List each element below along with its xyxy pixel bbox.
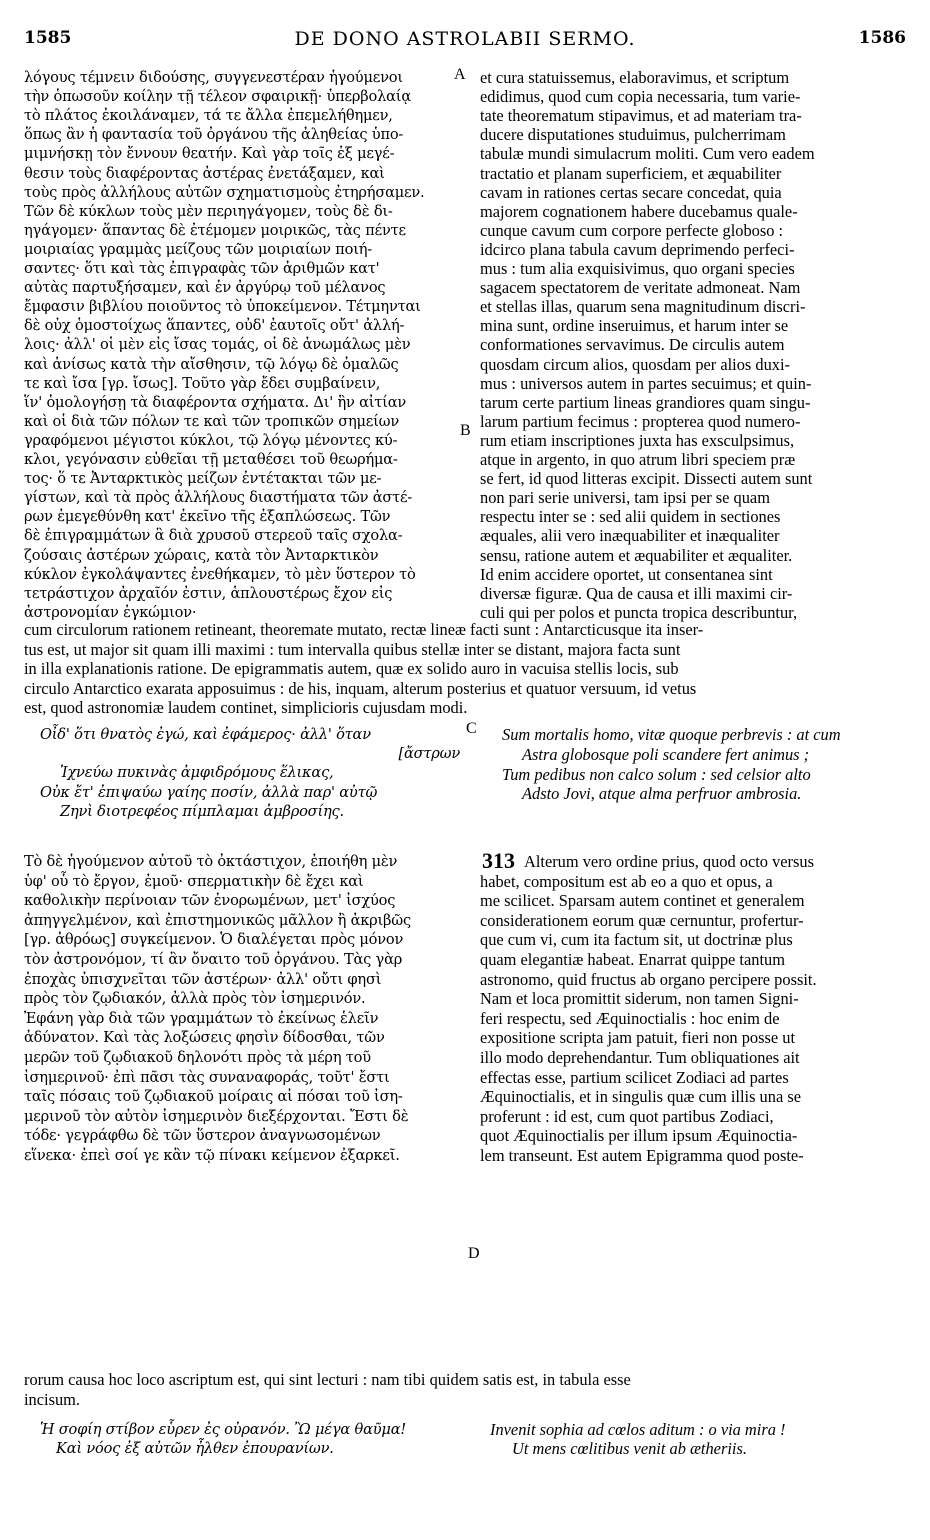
margin-letter-a: A	[454, 66, 466, 83]
poem2-greek-line: Καὶ νόος ἐξ αὐτῶν ἦλθεν ἐπουρανίων.	[56, 1440, 334, 1457]
greek-poem-1	[40, 725, 460, 821]
greek2-line: μερῶν τοῦ ζῳδιακοῦ δηλονότι πρὸς τὰ μέρη τοῦ	[24, 1049, 371, 1066]
poem1-greek-line: Ζηνὶ διοτρεφέος πίμπλαμαι ἀμβροσίης.	[60, 802, 344, 820]
margin-letter-b: B	[460, 422, 471, 439]
running-header	[0, 28, 930, 52]
latin1-line: tractatio et planam superficiem, et æquabiliter	[480, 163, 782, 183]
greek2-line: ἀπηγγελμένον, καὶ ἐπιστημονικῶς μᾶλλον ἢ ἀκριβῶς	[24, 911, 411, 929]
latin1-line: majorem cognationem habere ducebamus quale-	[480, 201, 798, 221]
greek1-line: μιμνήσκῃ τὸν ἔννουν θεατήν. Καὶ γὰρ τοῖς ἐξ μεγέ-	[24, 145, 395, 163]
latin1-line: mus : universos autem in partes secuimus; et quin-	[480, 373, 812, 393]
latin2-line: effectas esse, partium scilicet Zodiaci ad partes	[480, 1067, 789, 1087]
greek1-line: λοις· ἀλλ' οἱ μὲν εἰς ἴσας τομάς, οἱ δὲ ἀνωμάλως μὲν	[24, 336, 411, 354]
greek1-line: γραφόμενοι μέγιστοι κύκλοι, τῷ λόγῳ μένοντες κύ-	[24, 431, 398, 449]
latin1-line: et stellas illas, quarum sena magnitudinum discri-	[480, 297, 806, 317]
greek1-line: σαντες· ὅτι καὶ τὰς ἐπιγραφὰς τῶν ἀριθμῶν κατ'	[24, 260, 380, 277]
full1-line: in illa explanationis ratione. De epigrammatis autem, quæ ex solido auro in vacuisa stellis locis, sub	[24, 659, 679, 678]
greek1-line: καὶ ἀνίσως κατὰ τὴν αἴσθησιν, τῷ λόγῳ δὲ ὁμαλῶς	[24, 355, 399, 373]
margin-letter-c: C	[466, 720, 477, 737]
page-number-left: 1585	[24, 28, 72, 48]
latin1-line: cavam in rationes certas secare concedat, quia	[480, 182, 782, 202]
greek1-line: λόγους τέμνειν διδούσης, συγγενεστέραν ἡγούμενοι	[24, 69, 403, 86]
greek1-line: μοιριαίας γραμμὰς μείζους τῶν μοιριαίων ποιή-	[24, 240, 373, 258]
greek1-line: κλοι, γεγόνασιν εὐθεῖαι τῇ μεταθέσει τοῦ θεωρήμα-	[24, 451, 398, 468]
latin-poem-1	[502, 725, 912, 804]
full1-line: est, quod astronomiæ laudem continet, simplicioris cujusdam modi.	[24, 698, 468, 717]
latin2-line: quot Æquinoctialis per illum ipsum Æquinoctia-	[480, 1126, 798, 1146]
latin1-line: mina sunt, ordine inseruimus, et harum inter se	[480, 316, 789, 336]
latin2-line: me scilicet. Sparsam autem continet et generalem	[480, 891, 805, 911]
poem1-latin-line: Sum mortalis homo, vitæ quoque perbrevis : at cum	[502, 725, 841, 744]
latin2-line: Nam et loca promittit siderum, non tamen Signi-	[480, 989, 799, 1009]
greek2-line: καθολικὴν περίνοιαν τῶν ἐνορωμένων, μετ' ἰσχύος	[24, 892, 396, 910]
greek1-line: Τῶν δὲ κύκλων τοὺς μὲν περιηγάγομεν, τοὺς δὲ δι-	[24, 202, 393, 220]
greek1-line: τος· ὅ τε Ἀνταρκτικὸς μείζων ἐντέτακται τῶν με-	[24, 470, 382, 488]
latin1-line: edidimus, quod cum copia necessaria, tum varie-	[480, 87, 801, 107]
full2-line: rorum causa hoc loco ascriptum est, qui sint lecturi : nam tibi quidem satis est, in tabula esse	[24, 1370, 631, 1389]
greek2-line: ὑφ' οὗ τὸ ἔργον, ἐμοῦ· σπερματικὴν δὲ ἔχει καὶ	[24, 872, 364, 890]
chapter-number: 313	[482, 848, 515, 873]
margin-letter-d: D	[468, 1245, 480, 1262]
greek2-line: ταῖς πόσαις τοῦ ζῳδιακοῦ μοίραις αἱ πόσαι τοῦ ἰση-	[24, 1088, 403, 1106]
latin2-line: expositione scripta jam patuit, fieri non posse ut	[480, 1028, 795, 1048]
latin1-line: se fert, id quod litteras excipit. Dissecti autem sunt	[480, 469, 813, 489]
greek1-line: τετράστιχον ἀρχαῖόν ἐστιν, ἁπλουστέρως ἔχον εἰς	[24, 584, 393, 602]
greek1-line: τὸ πλάτος ἐκοιλάναμεν, τά τε ἄλλα ἐπεμελήθημεν,	[24, 107, 393, 125]
greek1-line: ἵν' ὁμολογήσῃ τὰ διαφέροντα σχήματα. Δι' ἣν αἰτίαν	[24, 393, 407, 411]
greek1-line: ηγάγομεν· ἅπαντας δὲ ἐτέμομεν μοιρικῶς, τὰς πέντε	[24, 221, 406, 239]
poem1-greek-line: Οἶδ' ὅτι θνατὸς ἐγώ, καὶ ἐφάμερος· ἀλλ' ὅταν	[40, 726, 371, 743]
greek1-line: δὲ οὐχ ὁμοστοίχως ἅπαντες, οὐδ' ἑαυτοῖς οὔτ' ἀλλή-	[24, 317, 405, 335]
greek1-line: ἔμφασιν βιβλίου ποιοῦντος τὸ ὑποκείμενον. Τέτμηνται	[24, 298, 421, 316]
greek2-line: εἵνεκα· ἐπεὶ σοί γε κἂν τῷ πίνακι κείμενον ἐξαρκεῖ.	[24, 1147, 400, 1164]
full1-line: tus est, ut major sit quam illi maximi : tum intervalla quibus stellæ inter se distant, majora facta sunt	[24, 639, 681, 659]
greek2-line: τόδε· γεγράφθω δὲ τῶν ὕστερον ἀναγνωσομένων	[24, 1127, 381, 1145]
greek2-line: Ἐφάνη γὰρ διὰ τῶν γραμμάτων τὸ ἐκείνως ἑλεῖν	[24, 1009, 379, 1027]
running-title: DE DONO ASTROLABII SERMO.	[294, 28, 636, 50]
greek1-line: ζούσαις ἀστέρων χώραις, κατὰ τὸν Ἀνταρκτικὸν	[24, 546, 379, 564]
greek1-line: αὐτὰς παρτυξήσαμεν, καὶ ἐν ἀργύρῳ τοῦ μέλανος	[24, 279, 386, 297]
greek2-line: [γρ. ἀθρόως] συγκείμενον. Ὁ διαλέγεται πρὸς μόνον	[24, 931, 404, 949]
full2-line: incisum.	[24, 1389, 80, 1409]
greek1-line: θεσιν τοὺς διαφέροντας ἀστέρας ἐνετάξαμεν, καὶ	[24, 164, 385, 182]
greek2-line: Τὸ δὲ ἡγούμενον αὐτοῦ τὸ ὀκτάστιχον, ἐποιήθη μὲν	[24, 853, 398, 870]
latin1-line: tate theorematum stipavimus, et ad materiam tra-	[480, 106, 802, 126]
greek2-line: ἐποχὰς ὑπισχνεῖται τῶν ἀστέρων· ἀλλ' οὔτι φησὶ	[24, 970, 382, 988]
greek1-line: γίστων, καὶ τὰ πρὸς ἀλλήλους διαστήματα τῶν ἀστέ-	[24, 489, 413, 507]
latin2-line: feri respectu, sed Æquinoctialis : hoc enim de	[480, 1008, 780, 1028]
latin2-line: astronomo, quid fructus ab organo percipere possit.	[480, 969, 817, 989]
latin1-line: conformationes servavimus. De circulis autem	[480, 335, 785, 355]
latin-column-1	[480, 68, 905, 622]
greek1-line: τὴν ὁπωσοῦν κοίλην τῇ τέλεον σφαιρικῇ· ὑπερβολαίᾳ	[24, 88, 411, 106]
poem2-greek-line: Ἡ σοφίη στίβον εὗρεν ἐς οὐρανόν. Ὢ μέγα θαῦμα!	[40, 1421, 407, 1438]
latin2-line: quam elegantiæ habeat. Enarrat quippe tantum	[480, 950, 785, 969]
latin2-line: proferunt : id est, cum quot partibus Zodiaci,	[480, 1106, 774, 1126]
greek1-line: ἀστρονομίαν ἐγκώμιον·	[24, 603, 197, 621]
latin1-line: sagacem spectatorem de veritate admoneat. Nam	[480, 278, 801, 298]
poem1-greek-line: Ἰχνεύω πυκινὰς ἀμφιδρόμους ἕλικας,	[60, 764, 334, 782]
latin1-line: mus : tum alia exquisivimus, quo organi species	[480, 259, 795, 278]
latin1-line: tarum certe partium lineas grandiores quam singu-	[480, 392, 811, 412]
greek-column-2	[24, 852, 464, 1166]
latin1-line: sensu, ratione autem et æquabiliter et æqualiter.	[480, 545, 793, 565]
latin1-line: diversæ figuræ. Qua de causa et illi maximi cir-	[480, 583, 793, 603]
latin1-line: Id enim accidere oportet, ut consentanea sint	[480, 564, 773, 584]
poem1-latin-line: Tum pedibus non calco solum : sed celsior alto	[502, 764, 811, 784]
greek1-line: καὶ οἱ διὰ τῶν πόλων τε καὶ τῶν τροπικῶν σημείων	[24, 412, 400, 430]
latin1-line: tabulæ mundi simulacrum moliti. Cum vero eadem	[480, 144, 815, 164]
latin1-line: larum partium fecimus : propterea quod numero-	[480, 411, 801, 431]
greek1-line: ὅπως ἂν ἡ φαντασία τοῦ ὀργάνου τῆς ἀληθείας ὑπο-	[24, 126, 404, 144]
latin2-line: habet, compositum est ab eo a quo et opus, a	[480, 871, 773, 891]
latin1-line: cunque cavum cum corpore perfecte globoso :	[480, 220, 784, 240]
latin2-line: Alterum vero ordine prius, quod octo versus	[524, 852, 814, 871]
latin1-line: non pari serie universi, tam ipsi per se quam	[480, 488, 770, 508]
latin1-line: atque in argento, in quo atrum libri speciem præ	[480, 450, 796, 469]
latin1-line: respectu inter se : sed alii quidem in sectiones	[480, 507, 781, 527]
latin2-line: considerationem eorum quæ cernuntur, profertur-	[480, 910, 804, 930]
latin2-line: illo modo deprehendantur. Tum obliquationes ait	[480, 1048, 800, 1067]
greek1-line: τε καὶ ἴσα [γρ. ἴσως]. Τοῦτο γὰρ ἔδει συμβαίνειν,	[24, 374, 381, 392]
greek2-line: ἀδύνατον. Καὶ τὰς λοξώσεις φησὶν δίδοσθαι, τῶν	[24, 1029, 385, 1047]
greek2-line: μερινοῦ τὸν αὐτὸν ἰσημερινὸν διεξέρχονται. Ἔστι δὲ	[24, 1107, 409, 1125]
latin1-line: et cura statuissemus, elaboravimus, et scriptum	[480, 68, 790, 87]
latin2-line: lem transeunt. Est autem Epigramma quod poste-	[480, 1146, 804, 1165]
poem1-greek-line: Οὐκ ἔτ' ἐπιψαύω γαίης ποσίν, ἀλλὰ παρ' αὐτῷ	[40, 783, 378, 801]
latin-full-width-1	[24, 620, 914, 718]
latin-poem-2	[490, 1420, 910, 1458]
greek2-line: ἰσημερινοῦ· ἐπὶ πᾶσι τὰς συναναφοράς, τοῦτ' ἔστι	[24, 1068, 390, 1086]
full1-line: cum circulorum rationem retineant, theoremate mutato, rectæ lineæ facti sunt : Antarcticusque ita inser-	[24, 620, 704, 639]
poem2-latin-line: Invenit sophia ad cœlos aditum : o via mira !	[490, 1420, 786, 1439]
latin1-line: æquales, alii vero inæquabiliter et inæqualiter	[480, 526, 780, 546]
poem2-latin-line: Ut mens cœlitibus venit ab ætheriis.	[512, 1439, 747, 1458]
poem1-latin-line: Astra globosque poli scandere fert animus ;	[522, 744, 810, 764]
greek1-line: τοὺς πρὸς ἀλλήλους αὐτῶν σχηματισμοὺς ἐτηρήσαμεν.	[24, 183, 425, 201]
poem1-latin-line: Adsto Jovi, atque alma perfruor ambrosia.	[522, 784, 802, 804]
greek1-line: δὲ ἐπιγραμμάτων ἃ διὰ χρυσοῦ στερεοῦ ταῖς σχολα-	[24, 527, 403, 545]
latin1-line: ducere disputationes studuimus, pulcherrimam	[480, 125, 786, 145]
latin1-line: idcirco plana tabula cavum deprimendo perfeci-	[480, 239, 795, 259]
latin-column-2	[480, 852, 905, 1166]
greek1-line: ρων ἐμεγεθύνθη κατ' ἐκεῖνο τῆς ἐξαπλώσεως. Τῶν	[24, 508, 391, 526]
latin1-line: rum etiam inscriptiones juxta has exsculpsimus,	[480, 430, 795, 450]
full1-line: circulo Antarctico exarata apposuimus : de his, inquam, alterum posterius et quatuor versuum, id vetus	[24, 678, 697, 698]
greek2-line: τὸν ἀστρονόμον, τί ἂν ὄναιτο τοῦ ὀργάνου. Τὰς γὰρ	[24, 951, 403, 968]
greek-poem-2	[40, 1420, 470, 1458]
latin1-line: quosdam circum alios, quosdam per alios duxi-	[480, 354, 790, 374]
latin2-line: que cum vi, cum ita factum sit, ut doctrinæ plus	[480, 930, 793, 950]
page-number-right: 1586	[858, 28, 906, 48]
greek1-line: κύκλον ἐγκολάψαντες ἐνεθήκαμεν, τὸ μὲν ὕστερον τὸ	[24, 565, 416, 583]
poem1-greek-line: [ἄστρων	[398, 745, 460, 763]
greek2-line: πρὸς τὸν ζῳδιακόν, ἀλλὰ πρὸς τὸν ἰσημερινόν.	[24, 990, 366, 1008]
latin2-line: Æquinoctialis, et in singulis quæ cum illis una se	[480, 1087, 801, 1107]
greek-column-1	[24, 68, 464, 622]
latin-full-width-2	[24, 1370, 914, 1409]
latin1-line: culi qui per polos et puncta tropica describuntur,	[480, 602, 798, 622]
